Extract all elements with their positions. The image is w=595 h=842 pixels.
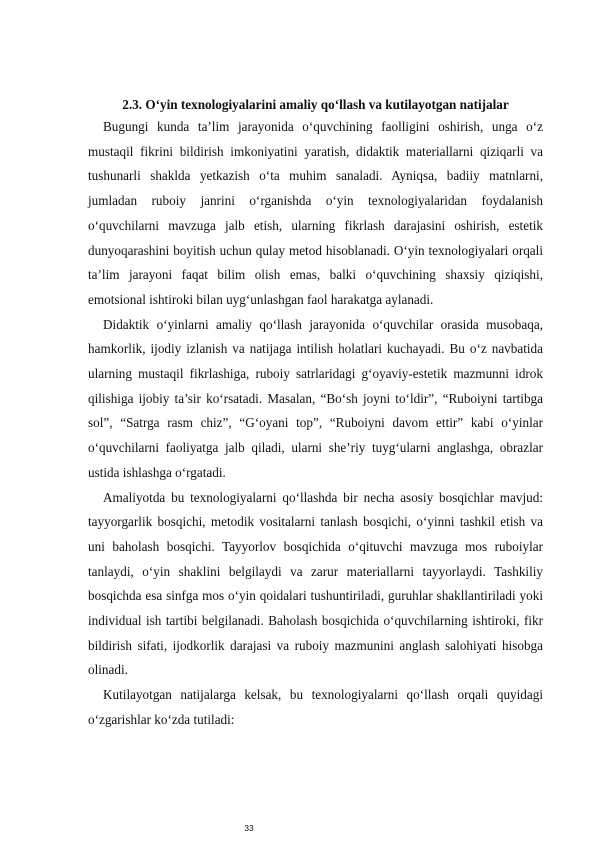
paragraph-4: Kutilayotgan natijalarga kelsak, bu texnologiyalarni qo‘llash orqali quyidagi o‘zgarishlar ko‘zda tutiladi: [88, 687, 543, 727]
paragraph-3: Amaliyotda bu texnologiyalarni qo‘llashda bir necha asosiy bosqichlar mavjud: tayyorgarlik bosqichi, metodik vositalarni tanlash bosqichi, o‘yinni tashkil etish va uni baholash bosqichi. Tayyorlov bosqichida o‘qituvchi mavzuga mos ruboiylar tanlaydi, o‘yin shaklini belgilaydi va zarur materiallarni tayyorlaydi. Tashkiliy bosqichda esa sinfga mos o‘yin qoidalari tushuntiriladi, guruhlar shakllantiriladi yoki individual ish tartibi belgilanadi. Baholash bosqichida o‘quvchilarning ishtiroki, fikr bildirish sifati, ijodkorlik darajasi va ruboiy mazmunini anglash salohiyati hisobga olinadi. [88, 489, 543, 678]
page-number: 33 [244, 823, 254, 833]
paragraph-1: Bugungi kunda ta’lim jarayonida o‘quvchining faolligini oshirish, unga o‘z mustaqil fikrini bildirish imkoniyatini yaratish, didaktik materiallarni qiziqarli va tushunarli shaklda yetkazish o‘ta muhim sanaladi. Ayniqsa, badiiy matnlarni, jumladan ruboiy janrini o‘rganishda o‘yin texnologiyalaridan foydalanish o‘quvchilarni mavzuga jalb etish, ularning fikrlash darajasini oshirish, estetik dunyoqarashini boyitish uchun qulay metod hisoblanadi. O‘yin texnologiyalari orqali ta’lim jarayoni faqat bilim olish emas, balki o‘quvchining shaxsiy qiziqishi, emotsional ishtiroki bilan uyg‘unlashgan faol harakatga aylanadi. [88, 119, 543, 307]
paragraph-2: Didaktik o‘yinlarni amaliy qo‘llash jarayonida o‘quvchilar orasida musobaqa, hamkorlik, ijodiy izlanish va natijaga intilish holatlari kuchayadi. Bu o‘z navbatida ularning mustaqil fikrlashiga, ruboiy satrlaridagi g‘oyaviy-estetik mazmunni idrok qilishiga ijobiy ta’sir ko‘rsatadi. Masalan, “Bo‘sh joyni to‘ldir”, “Ruboiyni tartibga sol”, “Satrga rasm chiz”, “G‘oyani top”, “Ruboiyni davom ettir” kabi o‘yinlar o‘quvchilarni faoliyatga jalb qiladi, ularni she’riy tuyg‘ularni anglashga, obrazlar ustida ishlashga o‘rgatadi. [88, 316, 543, 480]
section-heading: 2.3. O‘yin texnologiyalarini amaliy qo‘llash va kutilayotgan natijalar [122, 97, 509, 112]
body-text [88, 115, 543, 733]
